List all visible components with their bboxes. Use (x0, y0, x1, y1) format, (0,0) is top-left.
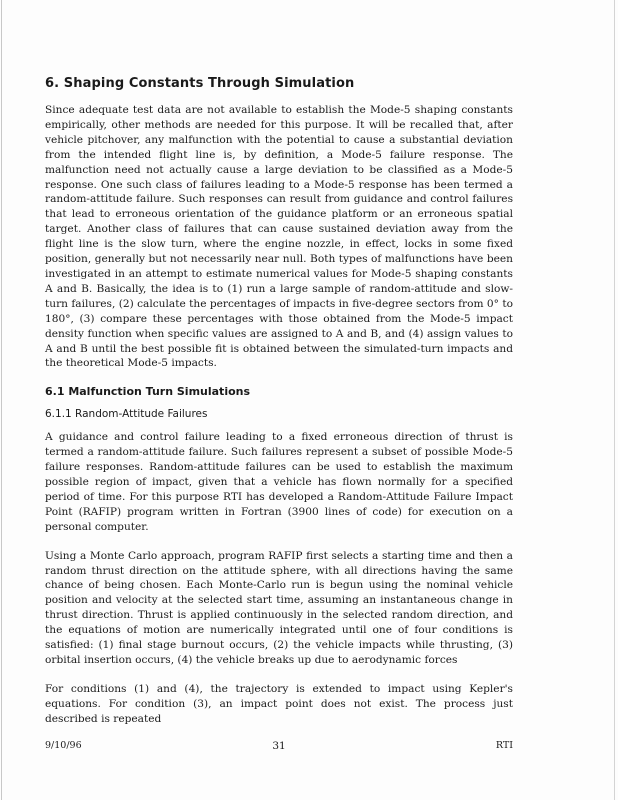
subsubsection-heading: 6.1.1 Random-Attitude Failures (45, 408, 208, 421)
intro-paragraph: Since adequate test data are not available to establish the Mode-5 shaping constants empirically, other methods are needed for this purpose. It will be recalled that, after vehicle pitchover, any malfunction with the potential to cause a substantial deviation from the intended flight line is, by definition, a Mode-5 failure response. The malfunction need not actually cause a large deviation to be classified as a Mode-5 response. One such class of failures leading to a Mode-5 response has been termed a random-attitude failure. Such responses can result from guidance and control failures that lead to erroneous orientation of the guidance platform or an erroneous spatial target. Another class of failures that can cause sustained deviation away from the flight line is the slow turn, where the engine nozzle, in effect, locks in some fixed position, generally but not necessarily near null. Both types of malfunctions have been investigated in an attempt to estimate numerical values for Mode-5 shaping constants A and B. Basically, the idea is to (1) run a large sample of random-attitude and slow-turn failures, (2) calculate the percentages of impacts in five-degree sectors from 0° to 180°, (3) compare these percentages with those obtained from the Mode-5 impact density function when specific values are assigned to A and B, and (4) assign values to A and B until the best possible fit is obtained between the simulated-turn impacts and the theoretical Mode-5 impacts. (45, 104, 513, 370)
footer-organization: RTI (495, 740, 513, 751)
page-footer (45, 740, 513, 754)
page-number: 31 (272, 740, 286, 752)
page-content (45, 76, 513, 741)
page-edge-right (614, 0, 615, 800)
monte-carlo-paragraph: Using a Monte Carlo approach, program RAFIP first selects a starting time and then a random thrust direction on the attitude sphere, with all directions having the same chance of being chosen. Each Monte-Carlo run is begun using the nominal vehicle position and velocity at the selected start time, assuming an instantaneous change in thrust direction. Thrust is applied continuously in the selected random direction, and the equations of motion are numerically integrated until one of four conditions is satisfied: (1) final stage burnout occurs, (2) the vehicle impacts while thrusting, (3) orbital insertion occurs, (4) the vehicle breaks up due to aerodynamic forces (45, 549, 513, 666)
subsection-heading: 6.1 Malfunction Turn Simulations (45, 385, 251, 399)
conditions-paragraph: For conditions (1) and (4), the trajectory is extended to impact using Kepler's equations. For condition (3), an impact point does not exist. The process just described is repeated (45, 682, 513, 725)
page-edge-left (1, 0, 2, 800)
section-heading: 6. Shaping Constants Through Simulation (45, 76, 355, 91)
random-attitude-paragraph: A guidance and control failure leading to a fixed erroneous direction of thrust is termed a random-attitude failure. Such failures represent a subset of possible Mode-5 failure responses. Random-attitude failures can be used to establish the maximum possible region of impact, given that a vehicle has flown normally for a specified period of time. For this purpose RTI has developed a Random-Attitude Failure Impact Point (RAFIP) program written in Fortran (3900 lines of code) for execution on a personal computer. (45, 431, 513, 533)
footer-date: 9/10/96 (45, 740, 82, 751)
